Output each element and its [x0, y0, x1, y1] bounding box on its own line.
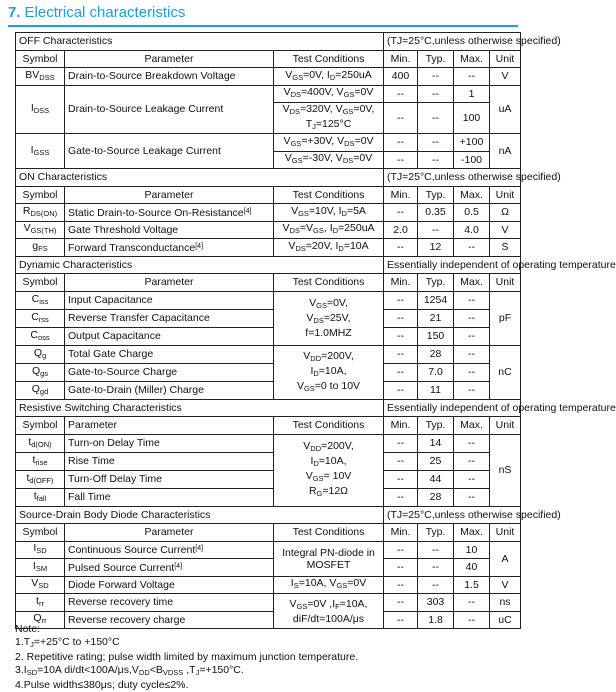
- min: 400: [384, 68, 418, 86]
- typ: 28: [418, 345, 454, 363]
- min: 2.0: [384, 221, 418, 239]
- unit: V: [490, 576, 521, 594]
- dynamic-section-header: [16, 256, 521, 274]
- section-number: 7.: [8, 4, 21, 21]
- max: --: [454, 68, 490, 86]
- param: Reverse recovery time: [65, 594, 274, 612]
- off-title: OFF Characteristics: [16, 33, 384, 51]
- off-condition: (TJ=25°C,unless otherwise specified): [384, 33, 521, 51]
- unit: uC: [490, 611, 521, 629]
- min: --: [384, 488, 418, 506]
- min: --: [384, 103, 418, 134]
- typ: 11: [418, 381, 454, 399]
- max: --: [454, 594, 490, 612]
- min: --: [384, 327, 418, 345]
- col-unit: Unit: [490, 417, 521, 435]
- symbol-vsd: $V_{SD}$: [16, 576, 65, 594]
- col-unit: Unit: [490, 186, 521, 204]
- max: --: [454, 239, 490, 257]
- max: --: [454, 345, 490, 363]
- max: 1.5: [454, 576, 490, 594]
- col-symbol: Symbol: [16, 417, 65, 435]
- test-condition: $V_{GS}=0V$, $I_D=250uA$: [274, 68, 384, 86]
- max: --: [454, 488, 490, 506]
- max: --: [454, 611, 490, 629]
- max: --: [454, 470, 490, 488]
- col-symbol: Symbol: [16, 50, 65, 68]
- min: --: [384, 381, 418, 399]
- min: --: [384, 204, 418, 222]
- min: --: [384, 434, 418, 452]
- max: --: [454, 327, 490, 345]
- max: --: [454, 434, 490, 452]
- notes: [15, 623, 520, 692]
- min: --: [384, 134, 418, 152]
- param: Rise Time: [65, 452, 274, 470]
- max: 40: [454, 559, 490, 577]
- symbol-qg: $Q_g$: [16, 345, 65, 363]
- col-test: Test Conditions: [274, 417, 384, 435]
- test-line: MOSFET: [306, 558, 351, 571]
- col-max: Max.: [454, 417, 490, 435]
- typ: --: [418, 68, 454, 86]
- note-ref: [4]: [174, 562, 183, 570]
- col-max: Max.: [454, 50, 490, 68]
- test-line: Integral PN-diode in: [282, 546, 375, 559]
- max: --: [454, 381, 490, 399]
- typ: --: [418, 85, 454, 103]
- col-max: Max.: [454, 274, 490, 292]
- min: --: [384, 151, 418, 169]
- param: [65, 559, 274, 577]
- max: 4.0: [454, 221, 490, 239]
- typ: 0.35: [418, 204, 454, 222]
- note-3: $3.I_{SD}=10A$ $di/dt<100A/\mu s,V_{DD}<B_{VDSS}$ $,T_J=+150^\circ C$.: [15, 663, 244, 677]
- diode-condition: (TJ=25°C,unless otherwise specified): [384, 506, 521, 524]
- col-parameter: Parameter: [65, 274, 274, 292]
- typ: 21: [418, 309, 454, 327]
- param: Input Capacitance: [65, 291, 274, 309]
- min: --: [384, 363, 418, 381]
- min: --: [384, 594, 418, 612]
- table-row: [16, 239, 521, 257]
- symbol-gfs: $g_{FS}$: [16, 239, 65, 257]
- min: --: [384, 345, 418, 363]
- param-text: Continuous Source Current: [68, 544, 196, 557]
- column-header-row: [16, 417, 521, 435]
- param-text: Forward Transconductance: [68, 241, 196, 254]
- col-unit: Unit: [490, 50, 521, 68]
- table-row: [16, 434, 521, 452]
- table-row: [16, 204, 521, 222]
- typ: 14: [418, 434, 454, 452]
- on-section-header: [16, 169, 521, 187]
- symbol-rds-on: $R_{DS(ON)}$: [16, 204, 65, 222]
- typ: 28: [418, 488, 454, 506]
- param: Reverse recovery charge: [65, 611, 274, 629]
- test-condition: $V_{DS}=320V$, $V_{GS}=0V$, $T_J=125^\circ C$: [274, 103, 384, 134]
- typ: 25: [418, 452, 454, 470]
- table-row: [16, 488, 521, 506]
- column-header-row: [16, 50, 521, 68]
- section-title: Electrical characteristics: [24, 4, 186, 21]
- unit: ns: [490, 594, 521, 612]
- test-condition: $V_{GS}=10V$, $I_D=5A$: [274, 204, 384, 222]
- note-ref: [4]: [195, 545, 204, 553]
- param: Total Gate Charge: [65, 345, 274, 363]
- table-row: [16, 327, 521, 345]
- table-row: [16, 134, 521, 152]
- min: --: [384, 559, 418, 577]
- col-min: Min.: [384, 417, 418, 435]
- test-condition: $V_{DS}=20V$, $I_D=10A$: [274, 239, 384, 257]
- min: --: [384, 309, 418, 327]
- max: --: [454, 452, 490, 470]
- note-1: $1.T_J=+25^\circ C$ to +150°C: [15, 635, 120, 649]
- electrical-characteristics-table: [15, 32, 616, 629]
- param: Gate-to-Source Charge: [65, 363, 274, 381]
- max: 100: [454, 103, 490, 134]
- test-condition: $V_{DD}=200V$, $I_D=10A$, $V_{GS}=0$ to 10V: [274, 345, 384, 399]
- unit: V: [490, 68, 521, 86]
- section-heading: [8, 4, 518, 26]
- typ: 7.0: [418, 363, 454, 381]
- param: Reverse Transfer Capacitance: [65, 309, 274, 327]
- param: Diode Forward Voltage: [65, 576, 274, 594]
- table-row: [16, 309, 521, 327]
- max: 10: [454, 541, 490, 559]
- typ: 303: [418, 594, 454, 612]
- col-symbol: Symbol: [16, 524, 65, 542]
- unit: S: [490, 239, 521, 257]
- max: --: [454, 309, 490, 327]
- col-typ: Typ.: [418, 417, 454, 435]
- note-ref: [4]: [243, 207, 252, 215]
- typ: 1.8: [418, 611, 454, 629]
- table-row: [16, 221, 521, 239]
- param-text: Static Drain-to-Source On-Resistance: [68, 206, 244, 219]
- typ: --: [418, 541, 454, 559]
- col-test: Test Conditions: [274, 524, 384, 542]
- col-parameter: Parameter: [65, 186, 274, 204]
- min: --: [384, 239, 418, 257]
- symbol-bvdss: $BV_{DSS}$: [16, 68, 65, 86]
- column-header-row: [16, 524, 521, 542]
- col-typ: Typ.: [418, 274, 454, 292]
- on-condition: (TJ=25°C,unless otherwise specified): [384, 169, 521, 187]
- max: --: [454, 291, 490, 309]
- max: 1: [454, 85, 490, 103]
- param: Fall Time: [65, 488, 274, 506]
- symbol-ciss: $C_{iss}$: [16, 291, 65, 309]
- table-row: [16, 594, 521, 612]
- param: [65, 239, 274, 257]
- unit: V: [490, 221, 521, 239]
- min: --: [384, 611, 418, 629]
- max: --: [454, 363, 490, 381]
- max: 0.5: [454, 204, 490, 222]
- test-condition: $V_{GS}=0V$, $V_{DS}=25V$, f=1.0MHZ: [274, 291, 384, 345]
- col-symbol: Symbol: [16, 274, 65, 292]
- symbol-idss: $I_{DSS}$: [16, 85, 65, 134]
- symbol-trise: $t_{rise}$: [16, 452, 65, 470]
- col-parameter: Parameter: [65, 524, 274, 542]
- col-test: Test Conditions: [274, 186, 384, 204]
- test-condition: $V_{DS}=400V$, $V_{GS}=0V$: [274, 85, 384, 103]
- col-test: Test Conditions: [274, 50, 384, 68]
- param: Output Capacitance: [65, 327, 274, 345]
- col-symbol: Symbol: [16, 186, 65, 204]
- symbol-qrr: $Q_{rr}$: [16, 611, 65, 629]
- test-condition: $V_{DS}=V_{GS}$, $I_D=250uA$: [274, 221, 384, 239]
- off-section-header: [16, 33, 521, 51]
- table-row: [16, 381, 521, 399]
- table-row: [16, 291, 521, 309]
- param: Gate-to-Source Leakage Current: [65, 134, 274, 169]
- symbol-qgs: $Q_{gs}$: [16, 363, 65, 381]
- test-condition: $V_{DD}=200V$, $I_D=10A$, $V_{GS}= 10V$ $R_G=12\Omega$: [274, 434, 384, 506]
- param: Gate Threshold Voltage: [65, 221, 274, 239]
- param: Turn-on Delay Time: [65, 434, 274, 452]
- min: --: [384, 541, 418, 559]
- note-4: 4.Pulse width≤380μs; duty cycle≤2%.: [15, 679, 189, 692]
- col-min: Min.: [384, 524, 418, 542]
- col-max: Max.: [454, 524, 490, 542]
- table-row: [16, 68, 521, 86]
- symbol-td-off: $t_{d(OFF)}$: [16, 470, 65, 488]
- typ: --: [418, 151, 454, 169]
- col-unit: Unit: [490, 274, 521, 292]
- unit: Ω: [490, 204, 521, 222]
- switching-section-header: [16, 399, 521, 417]
- symbol-tfall: $t_{fall}$: [16, 488, 65, 506]
- on-title: ON Characteristics: [16, 169, 384, 187]
- col-parameter: Parameter: [65, 417, 274, 435]
- typ: --: [418, 576, 454, 594]
- symbol-crss: $C_{rss}$: [16, 309, 65, 327]
- param: Drain-to-Source Breakdown Voltage: [65, 68, 274, 86]
- param: [65, 541, 274, 559]
- symbol-qgd: $Q_{gd}$: [16, 381, 65, 399]
- typ: --: [418, 221, 454, 239]
- typ: 44: [418, 470, 454, 488]
- col-typ: Typ.: [418, 524, 454, 542]
- col-unit: Unit: [490, 524, 521, 542]
- min: --: [384, 85, 418, 103]
- unit: A: [490, 541, 521, 576]
- test-condition: [274, 541, 384, 576]
- param: Drain-to-Source Leakage Current: [65, 85, 274, 134]
- col-min: Min.: [384, 50, 418, 68]
- test-condition: $V_{GS}=+30V$, $V_{DS}=0V$: [274, 134, 384, 152]
- max: -100: [454, 151, 490, 169]
- col-max: Max.: [454, 186, 490, 204]
- dynamic-condition: Essentially independent of operating temperature: [384, 256, 521, 274]
- param: Turn-Off Delay Time: [65, 470, 274, 488]
- unit: nS: [490, 434, 521, 506]
- test-condition: $V_{GS}=-30V$, $V_{DS}=0V$: [274, 151, 384, 169]
- min: --: [384, 291, 418, 309]
- typ: --: [418, 103, 454, 134]
- test-condition: $I_S=10A$, $V_{GS}=0V$: [274, 576, 384, 594]
- column-header-row: [16, 274, 521, 292]
- unit: nA: [490, 134, 521, 169]
- table-row: [16, 576, 521, 594]
- symbol-trr: $t_{rr}$: [16, 594, 65, 612]
- typ: --: [418, 134, 454, 152]
- typ: 1254: [418, 291, 454, 309]
- table-row: [16, 85, 521, 103]
- note-2: 2. Repetitive rating; pulse width limited by maximum junction temperature.: [15, 651, 359, 664]
- typ: --: [418, 559, 454, 577]
- symbol-isd: $I_{SD}$: [16, 541, 65, 559]
- switching-title: Resistive Switching Characteristics: [16, 399, 384, 417]
- param-text: Pulsed Source Current: [68, 561, 175, 574]
- col-typ: Typ.: [418, 50, 454, 68]
- symbol-ism: $I_{SM}$: [16, 559, 65, 577]
- unit: nC: [490, 345, 521, 399]
- col-parameter: Parameter: [65, 50, 274, 68]
- diode-title: Source-Drain Body Diode Characteristics: [16, 506, 384, 524]
- col-typ: Typ.: [418, 186, 454, 204]
- col-min: Min.: [384, 186, 418, 204]
- table-row: [16, 559, 521, 577]
- notes-title: Note:: [15, 623, 41, 635]
- test-condition: $V_{GS}=0V$ $,I_F=10A$, diF/dt=100A/μs: [274, 594, 384, 629]
- table-row: [16, 470, 521, 488]
- min: --: [384, 576, 418, 594]
- symbol-coss: $C_{oss}$: [16, 327, 65, 345]
- note-ref: [4]: [195, 242, 204, 250]
- dynamic-title: Dynamic Characteristics: [16, 256, 384, 274]
- heading-rule: [8, 25, 518, 27]
- col-test: Test Conditions: [274, 274, 384, 292]
- typ: 150: [418, 327, 454, 345]
- symbol-igss: $I_{GSS}$: [16, 134, 65, 169]
- diode-section-header: [16, 506, 521, 524]
- min: --: [384, 452, 418, 470]
- table-row: [16, 541, 521, 559]
- param: [65, 204, 274, 222]
- table-row: [16, 363, 521, 381]
- typ: 12: [418, 239, 454, 257]
- table-row: [16, 345, 521, 363]
- symbol-vgs-th: $V_{GS(TH)}$: [16, 221, 65, 239]
- unit: pF: [490, 291, 521, 345]
- col-min: Min.: [384, 274, 418, 292]
- max: +100: [454, 134, 490, 152]
- switching-condition: Essentially independent of operating temperature: [384, 399, 521, 417]
- unit: uA: [490, 85, 521, 134]
- param: Gate-to-Drain (Miller) Charge: [65, 381, 274, 399]
- table-row: [16, 452, 521, 470]
- min: --: [384, 470, 418, 488]
- symbol-td-on: $t_{d(ON)}$: [16, 434, 65, 452]
- column-header-row: [16, 186, 521, 204]
